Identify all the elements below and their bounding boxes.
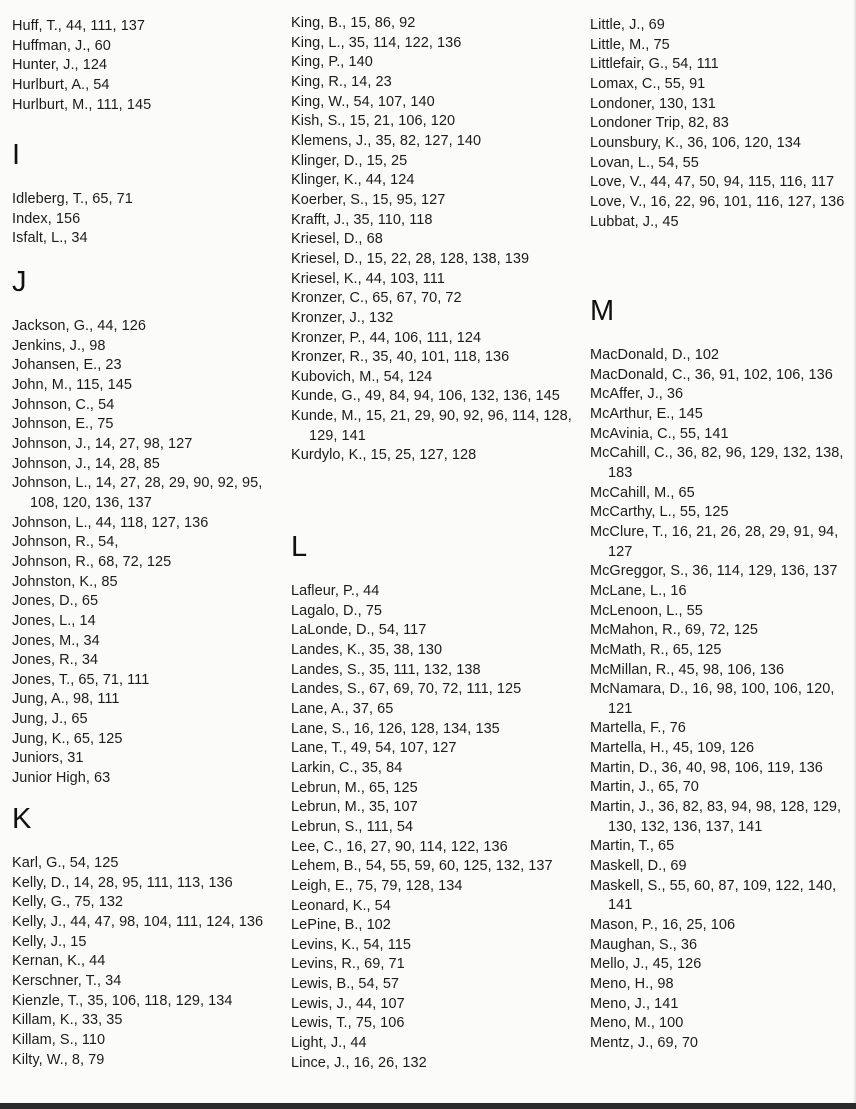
index-entry: Lince, J., 16, 26, 132 <box>291 1054 427 1071</box>
index-entry: Love, V., 16, 22, 96, 101, 116, 127, 136 <box>590 193 845 210</box>
index-entry: Krafft, J., 35, 110, 118 <box>291 211 433 228</box>
index-entry: Light, J., 44 <box>291 1035 367 1052</box>
index-entry: Lehem, B., 54, 55, 59, 60, 125, 132, 137 <box>291 858 553 875</box>
index-section-l <box>291 530 581 1073</box>
index-entry: Lane, A., 37, 65 <box>291 700 394 717</box>
index-entry: Huff, T., 44, 111, 137 <box>12 18 146 34</box>
index-entry: Mentz, J., 69, 70 <box>590 1034 699 1051</box>
index-entry: Johnson, E., 75 <box>12 416 114 433</box>
entry-list <box>12 317 282 789</box>
index-entry: McLane, L., 16 <box>590 582 687 599</box>
index-entry: Kriesel, K., 44, 103, 111 <box>291 270 445 287</box>
index-entry: McLenoon, L., 55 <box>590 602 703 619</box>
entry-list <box>590 346 856 1054</box>
index-entry: King, P., 140 <box>291 54 373 71</box>
index-entry: Leigh, E., 75, 79, 128, 134 <box>291 877 463 894</box>
index-entry: Hunter, J., 124 <box>12 57 108 74</box>
index-entry: Kernan, K., 44 <box>12 953 106 970</box>
index-entry: Lovan, L., 54, 55 <box>590 154 699 171</box>
index-section-i <box>12 138 282 249</box>
index-entry: Johnson, J., 14, 27, 98, 127 <box>12 435 193 452</box>
index-entry: Idleberg, T., 65, 71 <box>12 191 133 207</box>
index-entry: Lafleur, P., 44 <box>291 583 380 599</box>
index-entry: Johnson, C., 54 <box>12 396 115 413</box>
index-entry: McCahill, M., 65 <box>590 484 695 501</box>
index-entry: Martin, T., 65 <box>590 838 675 855</box>
entry-list <box>291 582 581 1073</box>
index-entry: McMillan, R., 45, 98, 106, 136 <box>590 661 785 678</box>
index-entry: Kubovich, M., 54, 124 <box>291 368 433 385</box>
section-letter: K <box>12 803 32 835</box>
entry-list <box>291 14 581 466</box>
index-entry: Martin, J., 36, 82, 83, 94, 98, 128, 129, 130, 132, 136, 137, 141 <box>590 799 842 835</box>
index-entry: Lomax, C., 55, 91 <box>590 75 706 92</box>
index-entry: Jones, R., 34 <box>12 652 99 669</box>
index-entry: Kelly, G., 75, 132 <box>12 894 124 911</box>
index-entry: Littlefair, G., 54, 111 <box>590 56 719 73</box>
index-entry: Jones, M., 34 <box>12 632 100 649</box>
index-section-k <box>12 802 282 1070</box>
section-letter: I <box>12 139 21 171</box>
entry-list <box>12 190 282 249</box>
index-entry: Kelly, J., 15 <box>12 933 87 950</box>
index-entry: Lane, S., 16, 126, 128, 134, 135 <box>291 720 500 737</box>
index-entry: Martella, F., 76 <box>590 720 686 737</box>
index-section-h-continued <box>12 17 282 115</box>
section-letter: L <box>291 531 308 563</box>
index-entry: Martin, D., 36, 40, 98, 106, 119, 136 <box>590 759 823 776</box>
bottom-edge-rule <box>0 1103 856 1109</box>
index-entry: King, W., 54, 107, 140 <box>291 93 435 110</box>
index-entry: Kronzer, P., 44, 106, 111, 124 <box>291 329 482 346</box>
index-entry: Klinger, K., 44, 124 <box>291 172 415 189</box>
index-entry: Jung, K., 65, 125 <box>12 730 123 747</box>
index-entry: Karl, G., 54, 125 <box>12 855 119 871</box>
index-entry: McClure, T., 16, 21, 26, 28, 29, 91, 94, 127 <box>590 523 839 560</box>
index-entry: King, B., 15, 86, 92 <box>291 15 416 31</box>
index-entry: John, M., 115, 145 <box>12 376 132 393</box>
index-entry: King, L., 35, 114, 122, 136 <box>291 34 462 51</box>
index-entry: Junior High, 63 <box>12 770 111 787</box>
index-entry: Jackson, G., 44, 126 <box>12 318 146 334</box>
index-entry: Kriesel, D., 68 <box>291 231 383 248</box>
index-section-k-continued <box>291 14 581 466</box>
index-entry: Kelly, J., 44, 47, 98, 104, 111, 124, 136 <box>12 913 264 930</box>
index-entry: Lounsbury, K., 36, 106, 120, 134 <box>590 134 801 151</box>
index-entry: Juniors, 31 <box>12 750 84 767</box>
index-entry: Lewis, J., 44, 107 <box>291 995 405 1012</box>
index-entry: Larkin, C., 35, 84 <box>291 759 403 776</box>
index-entry: MacDonald, C., 36, 91, 102, 106, 136 <box>590 366 833 383</box>
index-entry: Lebrun, S., 111, 54 <box>291 818 414 835</box>
entry-list <box>590 16 856 232</box>
index-entry: McCarthy, L., 55, 125 <box>590 504 729 521</box>
index-entry: McNamara, D., 16, 98, 100, 106, 120, 121 <box>590 681 835 717</box>
index-entry: McArthur, E., 145 <box>590 405 703 422</box>
index-entry: Mason, P., 16, 25, 106 <box>590 917 736 934</box>
section-letter: J <box>12 266 27 298</box>
index-entry: McAvinia, C., 55, 141 <box>590 425 729 442</box>
index-entry: Index, 156 <box>12 210 81 227</box>
index-entry: McCahill, C., 36, 82, 96, 129, 132, 138, 183 <box>590 445 844 481</box>
index-entry: Jones, D., 65 <box>12 593 99 610</box>
index-entry: Kurdylo, K., 15, 25, 127, 128 <box>291 447 477 464</box>
index-entry: Little, J., 69 <box>590 17 665 33</box>
index-entry: Johnston, K., 85 <box>12 573 118 590</box>
index-entry: McGreggor, S., 36, 114, 129, 136, 137 <box>590 563 838 580</box>
index-entry: Leonard, K., 54 <box>291 897 391 914</box>
index-entry: LaLonde, D., 54, 117 <box>291 622 427 639</box>
index-entry: McMahon, R., 69, 72, 125 <box>590 622 759 639</box>
index-entry: Kienzle, T., 35, 106, 118, 129, 134 <box>12 992 233 1009</box>
index-section-j <box>12 265 282 789</box>
index-entry: Isfalt, L., 34 <box>12 230 88 247</box>
index-entry: Johansen, E., 23 <box>12 357 122 374</box>
index-section-m <box>590 294 856 1054</box>
index-entry: Lebrun, M., 65, 125 <box>291 779 418 796</box>
index-section-l-continued <box>590 16 856 232</box>
index-entry: Killam, K., 33, 35 <box>12 1012 123 1029</box>
index-entry: Kunde, M., 15, 21, 29, 90, 92, 96, 114, 128, 129, 141 <box>291 408 572 444</box>
index-entry: Lane, T., 49, 54, 107, 127 <box>291 740 457 757</box>
index-entry: Maskell, S., 55, 60, 87, 109, 122, 140, 141 <box>590 877 837 914</box>
index-entry: Koerber, S., 15, 95, 127 <box>291 191 446 208</box>
index-entry: Jenkins, J., 98 <box>12 337 106 354</box>
index-entry: Kronzer, R., 35, 40, 101, 118, 136 <box>291 349 510 366</box>
index-entry: Kriesel, D., 15, 22, 28, 128, 138, 139 <box>291 250 530 267</box>
index-entry: Maughan, S., 36 <box>590 936 698 953</box>
entry-list <box>12 854 282 1070</box>
index-entry: Love, V., 44, 47, 50, 94, 115, 116, 117 <box>590 174 835 191</box>
index-entry: Hurlburt, M., 111, 145 <box>12 96 152 113</box>
index-entry: Lagalo, D., 75 <box>291 602 382 619</box>
index-entry: Kerschner, T., 34 <box>12 972 122 989</box>
index-entry: Johnson, J., 14, 28, 85 <box>12 455 160 472</box>
index-entry: Lewis, T., 75, 106 <box>291 1015 405 1032</box>
index-entry: Landes, S., 67, 69, 70, 72, 111, 125 <box>291 681 522 698</box>
index-entry: Levins, R., 69, 71 <box>291 956 405 973</box>
index-entry: Jones, L., 14 <box>12 612 96 629</box>
index-entry: Lewis, B., 54, 57 <box>291 976 400 993</box>
index-entry: Londoner Trip, 82, 83 <box>590 115 729 132</box>
index-entry: Levins, K., 54, 115 <box>291 936 411 953</box>
index-entry: Lebrun, M., 35, 107 <box>291 799 418 816</box>
index-entry: Jung, J., 65 <box>12 711 88 728</box>
index-entry: Johnson, L., 14, 27, 28, 29, 90, 92, 95, 108, 120, 136, 137 <box>12 475 263 511</box>
index-entry: Kronzer, C., 65, 67, 70, 72 <box>291 290 462 307</box>
index-entry: Martin, J., 65, 70 <box>590 779 699 796</box>
entry-list <box>12 17 282 115</box>
index-entry: Huffman, J., 60 <box>12 37 111 54</box>
index-entry: LePine, B., 102 <box>291 917 391 934</box>
index-entry: Kronzer, J., 132 <box>291 309 394 326</box>
section-letter: M <box>590 295 615 327</box>
index-entry: Jones, T., 65, 71, 111 <box>12 671 150 688</box>
index-entry: Hurlburt, A., 54 <box>12 76 110 93</box>
index-entry: McAffer, J., 36 <box>590 386 684 403</box>
index-entry: Meno, H., 98 <box>590 976 674 992</box>
index-entry: Meno, M., 100 <box>590 1015 684 1032</box>
index-entry: Little, M., 75 <box>590 36 670 53</box>
index-entry: King, R., 14, 23 <box>291 73 392 90</box>
index-entry: Meno, J., 141 <box>590 995 679 1012</box>
index-entry: Martella, H., 45, 109, 126 <box>590 740 755 757</box>
index-entry: Jung, A., 98, 111 <box>12 691 120 708</box>
index-entry: McMath, R., 65, 125 <box>590 641 722 658</box>
index-entry: Kish, S., 15, 21, 106, 120 <box>291 113 456 130</box>
index-entry: Johnson, R., 54, <box>12 534 119 551</box>
index-entry: Lubbat, J., 45 <box>590 213 679 230</box>
index-entry: Maskell, D., 69 <box>590 858 687 875</box>
index-entry: Kelly, D., 14, 28, 95, 111, 113, 136 <box>12 874 233 891</box>
index-entry: Johnson, R., 68, 72, 125 <box>12 553 172 570</box>
index-entry: Johnson, L., 44, 118, 127, 136 <box>12 514 209 531</box>
index-entry: Lee, C., 16, 27, 90, 114, 122, 136 <box>291 838 508 855</box>
index-entry: Killam, S., 110 <box>12 1031 106 1048</box>
index-entry: Landes, S., 35, 111, 132, 138 <box>291 661 481 678</box>
index-entry: Landes, K., 35, 38, 130 <box>291 641 443 658</box>
index-entry: Mello, J., 45, 126 <box>590 956 702 973</box>
index-entry: MacDonald, D., 102 <box>590 347 720 363</box>
index-entry: Kunde, G., 49, 84, 94, 106, 132, 136, 145 <box>291 388 560 405</box>
index-entry: Klinger, D., 15, 25 <box>291 152 408 169</box>
index-entry: Kilty, W., 8, 79 <box>12 1051 105 1068</box>
index-entry: Klemens, J., 35, 82, 127, 140 <box>291 132 482 149</box>
index-entry: Londoner, 130, 131 <box>590 95 716 112</box>
